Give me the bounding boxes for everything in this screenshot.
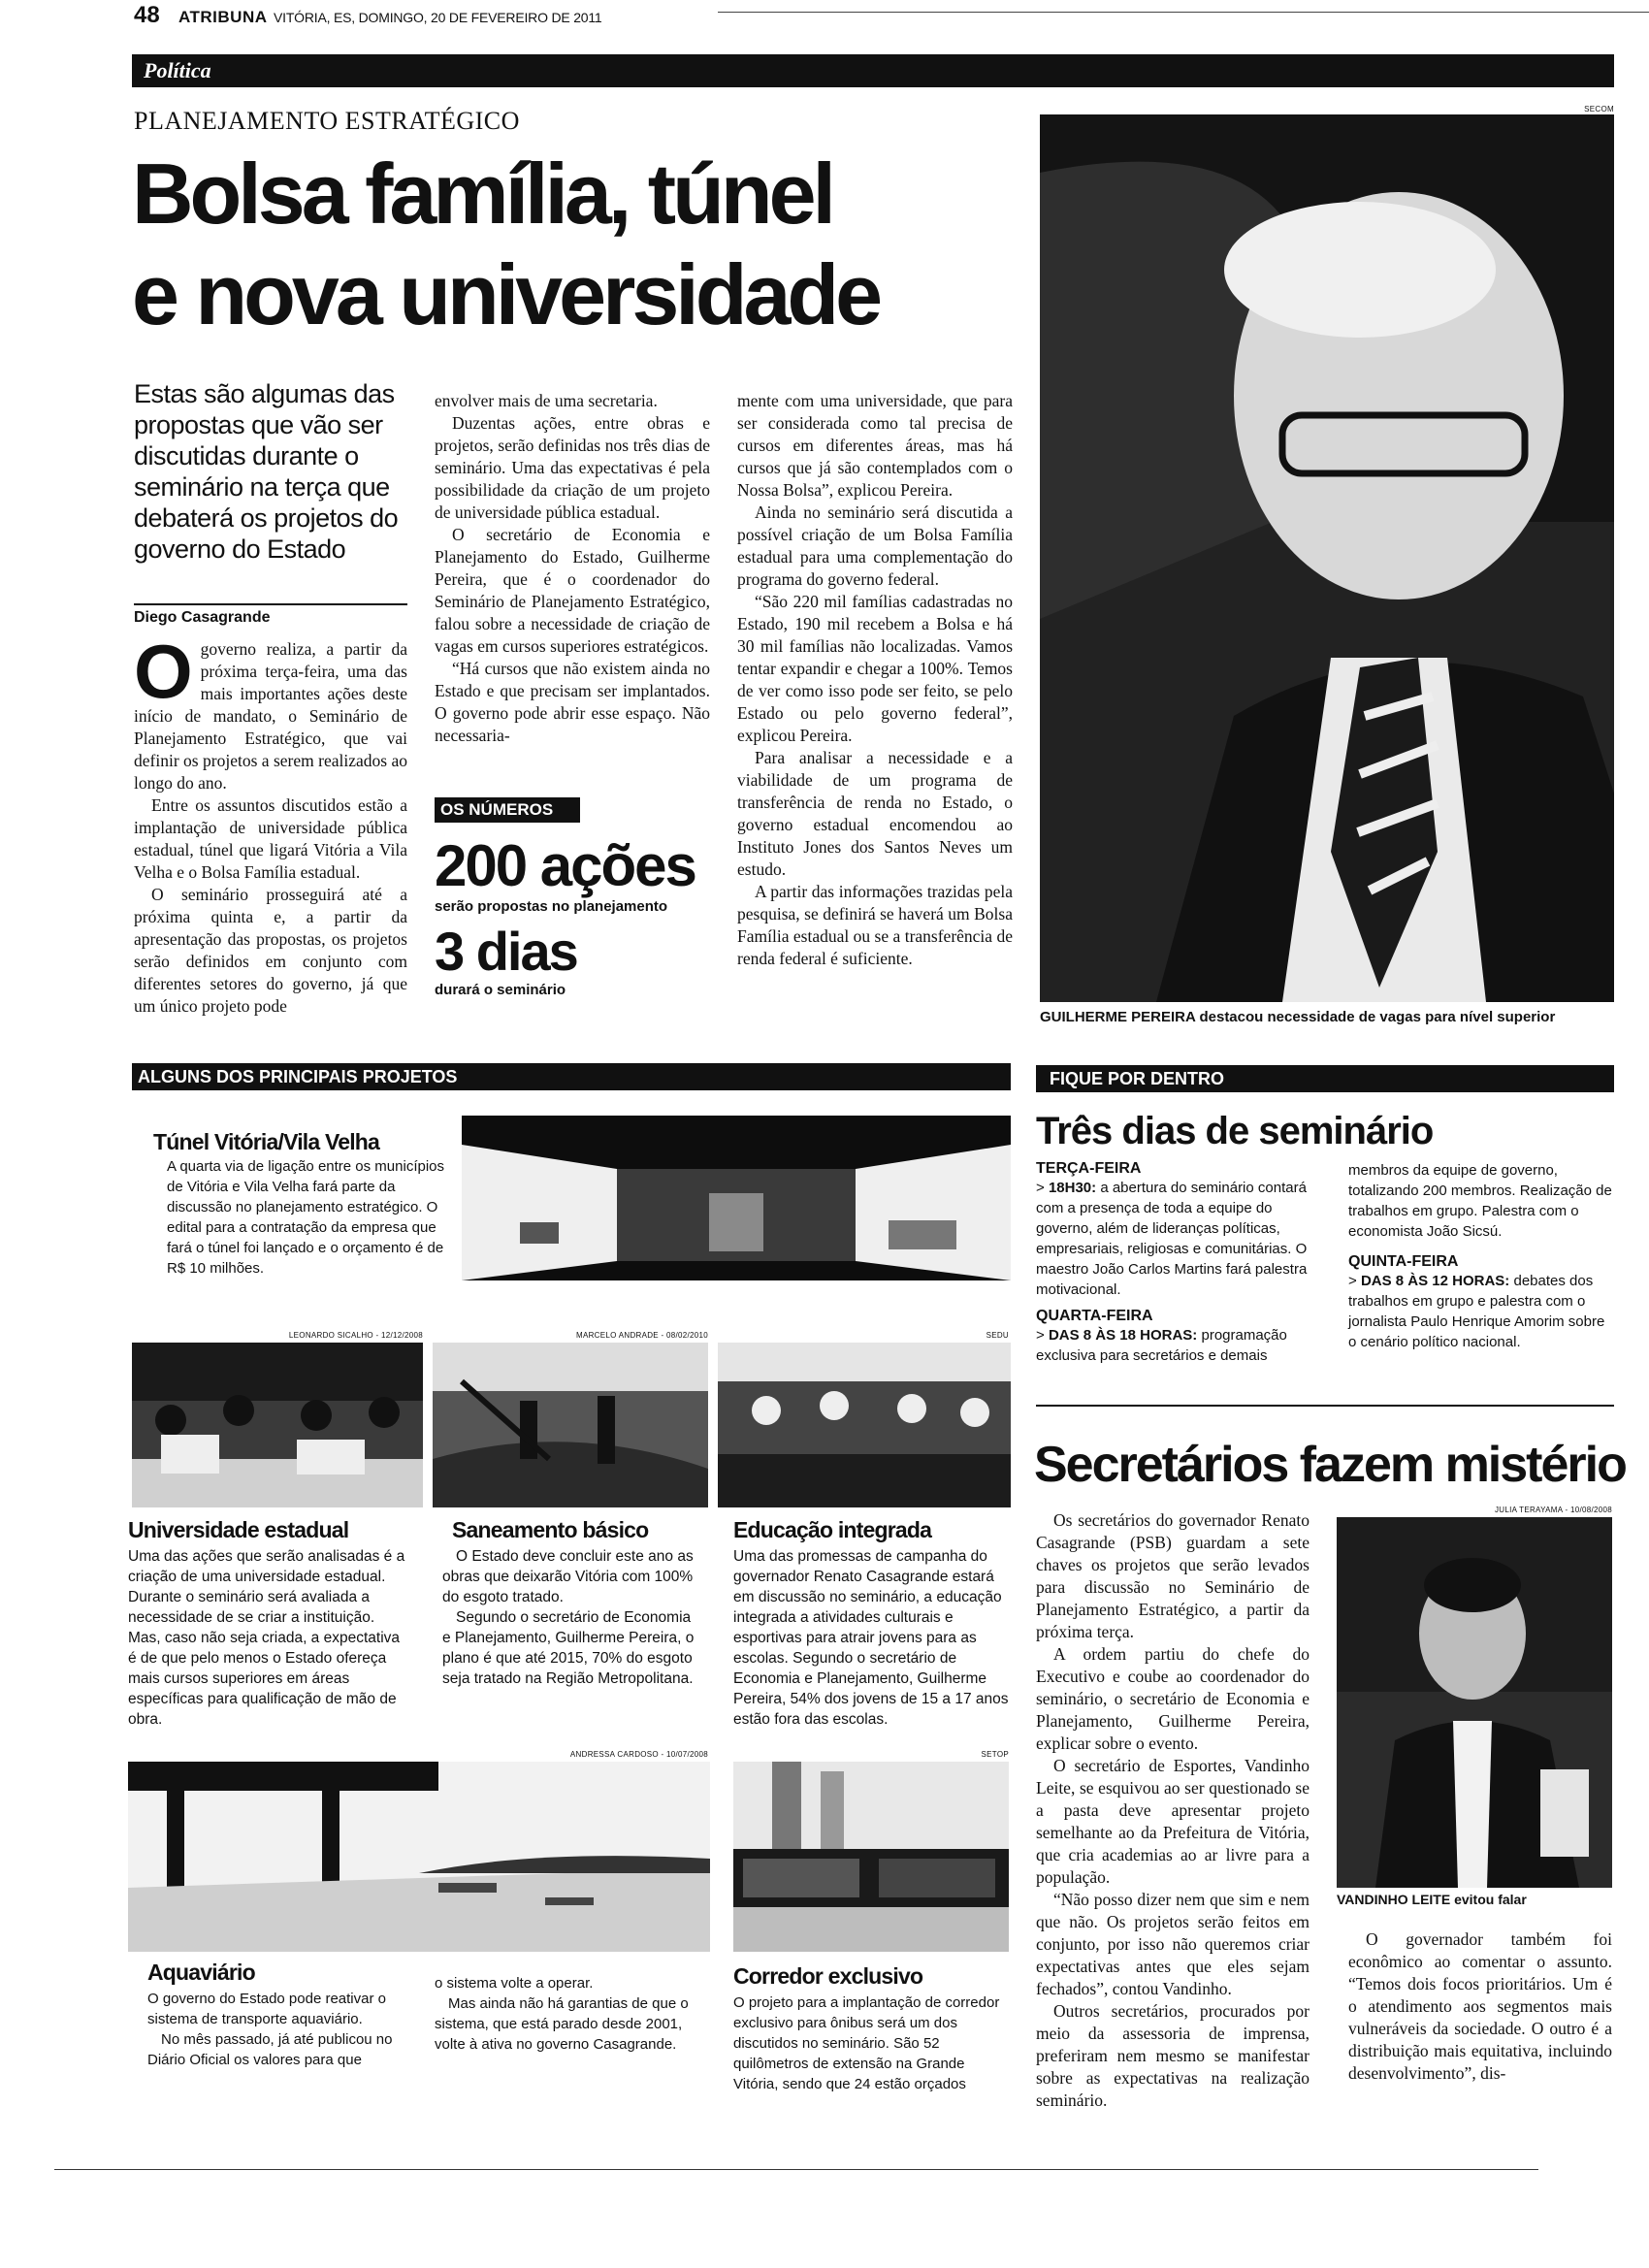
fique-bar — [1036, 1065, 1614, 1092]
footer-rule — [54, 2169, 1538, 2170]
fique-col-2 — [1348, 1160, 1616, 1352]
fique-bar-label: FIQUE POR DENTRO — [1050, 1069, 1225, 1088]
col2-paragraph-1: envolver mais de uma secretaria. — [435, 391, 658, 410]
credit-saneamento: MARCELO ANDRADE - 08/02/2010 — [575, 1331, 708, 1340]
tunnel-illustration — [462, 1116, 1011, 1280]
col3-paragraph-3: “São 220 mil famílias cadastradas no Estado, 190 mil recebem a Bolsa e há 30 mil famílias não localizadas. Vamos tentar expandir e chegar a 100%. Temos de ver como isso pode ser feito, se pelo Estado ou pelo governo federal”, explicou Pereira. — [737, 592, 1013, 745]
corredor-text: O projeto para a implantação de corredor exclusivo para ônibus será um dos discutidos no seminário. São 52 quilômetros de extensão na Grande Vitória, sendo que 24 estão orçados — [733, 1994, 1000, 2092]
kicker: PLANEJAMENTO ESTRATÉGICO — [134, 107, 520, 135]
col1-paragraph-3: O seminário prosseguirá até a próxima quinta e, a partir da apresentação das propostas, os projetos serão definidos em conjunto com diferentes setores do governo, já que um único projeto pode — [134, 885, 407, 1016]
secretarios-paragraph-2: A ordem partiu do chefe do Executivo e coube ao coordenador do seminário, o secretário de Economia e Planejamento, Guilherme Pereira, explicar sobre o evento. — [1036, 1644, 1310, 1753]
page-header — [78, 0, 1630, 35]
tuesday-label: TERÇA-FEIRA — [1036, 1160, 1142, 1177]
corredor-title: Corredor exclusivo — [733, 1963, 923, 1989]
ferry-dock-illustration — [128, 1762, 710, 1952]
wednesday-label: QUARTA-FEIRA — [1036, 1308, 1153, 1324]
caption-text: destacou necessidade de vagas para nível superior — [1199, 1009, 1556, 1025]
wednesday-time: DAS 8 ÀS 18 HORAS: — [1048, 1327, 1198, 1344]
aquaviario-paragraph-1: O governo do Estado pode reativar o sistema de transporte aquaviário. — [147, 1991, 386, 2027]
wednesday-text: programação exclusiva para secretários e demais — [1036, 1327, 1287, 1364]
main-photo-credit: SECOM — [1584, 105, 1614, 113]
universidade-text: Uma das ações que serão analisadas é a criação de uma universidade estadual. Durante o seminário será avaliada a necessidade de se criar a instituição. Mas, caso não seja criada, a expectativa é de que pelo menos o Estado ofereça mais cursos superiores em áreas específicas para qualificação de mão de obra. — [128, 1548, 405, 1728]
saneamento-photo — [433, 1343, 708, 1507]
aquaviario-text-col2 — [435, 1973, 708, 2055]
saneamento-paragraph-1: O Estado deve concluir este ano as obras que deixarão Vitória com 100% do esgoto tratado. — [442, 1548, 694, 1605]
section-label: Política — [144, 58, 211, 82]
credit-universidade: LEONARDO SICALHO - 12/12/2008 — [288, 1331, 423, 1340]
thursday-text: debates dos trabalhos em grupo e palestra com o jornalista Paulo Henrique Amorim sobre o cenário político nacional. — [1348, 1273, 1605, 1350]
thursday-time: DAS 8 ÀS 12 HORAS: — [1360, 1273, 1510, 1289]
corredor-photo — [733, 1762, 1009, 1952]
thursday-item — [1348, 1271, 1616, 1352]
tunel-title: Túnel Vitória/Vila Velha — [153, 1129, 380, 1154]
section-bar — [132, 54, 1614, 87]
main-photo — [1040, 114, 1614, 1002]
vandinho-caption-name: VANDINHO LEITE — [1337, 1892, 1451, 1907]
number-2-value: 3 dias — [435, 921, 577, 982]
headline — [132, 144, 1044, 345]
headline-line-1: Bolsa família, túnel — [132, 146, 832, 242]
headline-line-2: e nova universidade — [132, 246, 880, 342]
bus-corridor-illustration — [733, 1762, 1009, 1952]
educacao-title: Educação integrada — [733, 1517, 932, 1542]
wednesday-continued: membros da equipe de governo, totalizando 200 membros. Realização de trabalhos em grupo. Palestra com o economista João Sicsú. — [1348, 1162, 1612, 1240]
col3-paragraph-5: A partir das informações trazidas pela pesquisa, se definirá se haverá um Bolsa Família estadual ou se a transferência de renda federal é suficiente. — [737, 882, 1013, 968]
numbers-box — [435, 794, 710, 1021]
vandinho-photo — [1337, 1517, 1612, 1888]
saneamento-paragraph-2: Segundo o secretário de Economia e Planejamento, Guilherme Pereira, o plano é que até 2015, 70% do esgoto seja tratado na Região Metropolitana. — [442, 1609, 695, 1687]
universidade-title: Universidade estadual — [128, 1517, 349, 1542]
deck: Estas são algumas das propostas que vão ser discutidas durante o seminário na terça que debaterá os projetos do governo do Estado — [134, 379, 399, 564]
secretarios-paragraph-4: “Não posso dizer nem que sim e nem que não. Os projetos serão feitos em conjunto, por isso não queremos criar expectativas antes que eles sejam fechados”, contou Vandinho. — [1036, 1890, 1310, 1998]
credit-educacao: SEDU — [986, 1331, 1009, 1340]
educacao-text: Uma das promessas de campanha do governador Renato Casagrande estará em discussão no seminário, a educação integrada a atividades culturais e esportivas para atrair jovens para as escolas. Segundo o secretário de Economia e Planejamento, Guilherme Pereira, 54% dos jovens de 15 a 17 anos estão fora das escolas. — [733, 1548, 1009, 1728]
aquaviario-photo — [128, 1762, 710, 1952]
vandinho-caption — [1337, 1892, 1618, 1907]
wednesday-bullet: > — [1036, 1327, 1049, 1344]
numbers-label-bar — [435, 797, 580, 823]
wednesday-item — [1036, 1325, 1313, 1366]
dateline: VITÓRIA, ES, DOMINGO, 20 DE FEVEREIRO DE 2011 — [274, 10, 602, 25]
thursday-bullet: > — [1348, 1273, 1361, 1289]
secretarios-col-1 — [1036, 1509, 1310, 2112]
story-col-3 — [737, 390, 1013, 970]
numbers-label: OS NÚMEROS — [440, 800, 554, 819]
number-1-value: 200 ações — [435, 833, 695, 898]
col1-paragraph-2: Entre os assuntos discutidos estão a implantação de universidade pública estadual, túnel que ligará Vitória a Vila Velha e o Bolsa Família estadual. — [134, 795, 407, 882]
secretarios-paragraph-1: Os secretários do governador Renato Casagrande (PSB) guardam a sete chaves os projetos que serão levados para discussão no Seminário de Planejamento Estratégico, a partir da próxima terça. — [1036, 1510, 1310, 1641]
aquaviario-paragraph-4: Mas ainda não há garantias de que o sistema, que está parado desde 2001, volte à ativa no governo Casagrande. — [435, 1995, 689, 2053]
tunel-text: A quarta via de ligação entre os municípios de Vitória e Vila Velha fará parte da discussão no planejamento estratégico. O edital para a contratação da empresa que fará o túnel foi lançado e o orçamento é de R$ 10 milhões. — [167, 1158, 445, 1277]
main-photo-caption — [1040, 1009, 1622, 1025]
page-number: 48 — [134, 2, 160, 28]
secretarios-photo-credit: JULIA TERAYAMA - 10/08/2008 — [1494, 1506, 1612, 1514]
number-2-caption: durará o seminário — [435, 982, 566, 998]
aquaviario-text-col1 — [147, 1989, 429, 2070]
universidade-photo — [132, 1343, 423, 1507]
projects-bar-label: ALGUNS DOS PRINCIPAIS PROJETOS — [138, 1067, 458, 1086]
secretarios-paragraph-6: O governador também foi econômico ao comentar o assunto. “Temos dois focos prioritários. Um é o atendimento aos segmentos mais vulneráveis da sociedade. O outro é a distribuição mais equitativa, incluindo desenvolvimento”, dis- — [1348, 1929, 1612, 2083]
header-rule — [718, 12, 1649, 13]
projects-bar — [132, 1063, 1011, 1090]
fique-title: Três dias de seminário — [1036, 1110, 1434, 1152]
byline: Diego Casagrande — [134, 609, 271, 626]
drop-cap: O — [134, 629, 193, 714]
secretarios-col-2 — [1348, 1928, 1612, 2085]
tuesday-item — [1036, 1178, 1313, 1300]
secretarios-paragraph-3: O secretário de Esportes, Vandinho Leite, se esquivou ao ser questionado se a pasta deve apresentar projeto semelhante ao da Prefeitura de Vitória, que cria academias ao ar livre para a população. — [1036, 1756, 1310, 1887]
masthead: ATRIBUNA — [178, 8, 268, 26]
saneamento-title: Saneamento básico — [452, 1517, 649, 1542]
vandinho-illustration — [1337, 1517, 1612, 1888]
tunel-render — [462, 1116, 1011, 1280]
col1-paragraph-1: governo realiza, a partir da próxima terça-feira, uma das mais importantes ações deste início de mandato, o Seminário de Planejamento Estratégico, que vai definir os projetos a serem realizados ao longo do ano. — [134, 639, 407, 793]
fique-col-1 — [1036, 1160, 1313, 1366]
story-col-1 — [134, 629, 407, 1018]
secretarios-paragraph-5: Outros secretários, procurados por meio da assessoria de imprensa, preferiram nem mesmo se manifestar sobre as expectativas na realização seminário. — [1036, 2001, 1310, 2110]
caption-name: GUILHERME PEREIRA — [1040, 1009, 1196, 1025]
story-col-2 — [435, 390, 710, 747]
tuesday-text: a abertura do seminário contará com a presença de toda a equipe do governo, além de lideranças políticas, empresariais, religiosas e comunitárias. O maestro João Carlos Martins fará palestra motivacional. — [1036, 1180, 1308, 1298]
construction-illustration — [433, 1343, 708, 1507]
secretarios-headline: Secretários fazem mistério — [1034, 1437, 1626, 1493]
classroom-illustration — [132, 1343, 423, 1507]
tuesday-bullet: > — [1036, 1180, 1049, 1196]
aquaviario-paragraph-2: No mês passado, já até publicou no Diário Oficial os valores para que — [147, 2031, 393, 2068]
aquaviario-paragraph-3: o sistema volte a operar. — [435, 1975, 594, 1992]
aquaviario-title: Aquaviário — [147, 1960, 255, 1985]
col2-paragraph-4: “Há cursos que não existem ainda no Estado e que precisam ser implantados. O governo pode abrir esse espaço. Não necessaria- — [435, 659, 710, 745]
students-illustration — [718, 1343, 1011, 1507]
vandinho-caption-text: evitou falar — [1454, 1892, 1527, 1907]
credit-corredor: SETOP — [981, 1750, 1009, 1759]
tuesday-time: 18H30: — [1048, 1180, 1097, 1196]
col3-paragraph-1: mente com uma universidade, que para ser considerada como tal precisa de cursos em diferentes áreas, mas há cursos que já são contemplados com o Nossa Bolsa”, explicou Pereira. — [737, 391, 1013, 500]
fique-bottom-rule — [1036, 1405, 1614, 1407]
educacao-photo — [718, 1343, 1011, 1507]
credit-aquaviario: ANDRESSA CARDOSO - 10/07/2008 — [569, 1750, 708, 1759]
portrait-illustration — [1040, 114, 1614, 1002]
thursday-label: QUINTA-FEIRA — [1348, 1253, 1459, 1270]
number-1-caption: serão propostas no planejamento — [435, 898, 668, 915]
col2-paragraph-2: Duzentas ações, entre obras e projetos, serão definidas nos três dias de seminário. Uma das expectativas é pela possibilidade da criação de um projeto de universidade pública estadual. — [435, 413, 710, 522]
saneamento-text — [442, 1546, 702, 1689]
byline-rule — [134, 603, 407, 605]
col3-paragraph-4: Para analisar a necessidade e a viabilidade de um programa de transferência de renda no Estado, o governo estadual encomendou ao Instituto Jones dos Santos Neves um estudo. — [737, 748, 1013, 879]
col3-paragraph-2: Ainda no seminário será discutida a possível criação de um Bolsa Família estadual para uma complementação do programa do governo federal. — [737, 502, 1013, 589]
col2-paragraph-3: O secretário de Economia e Planejamento do Estado, Guilherme Pereira, que é o coordenador do Seminário de Planejamento Estratégico, falou sobre a necessidade de criação de vagas em cursos superiores estratégicos. — [435, 525, 710, 656]
